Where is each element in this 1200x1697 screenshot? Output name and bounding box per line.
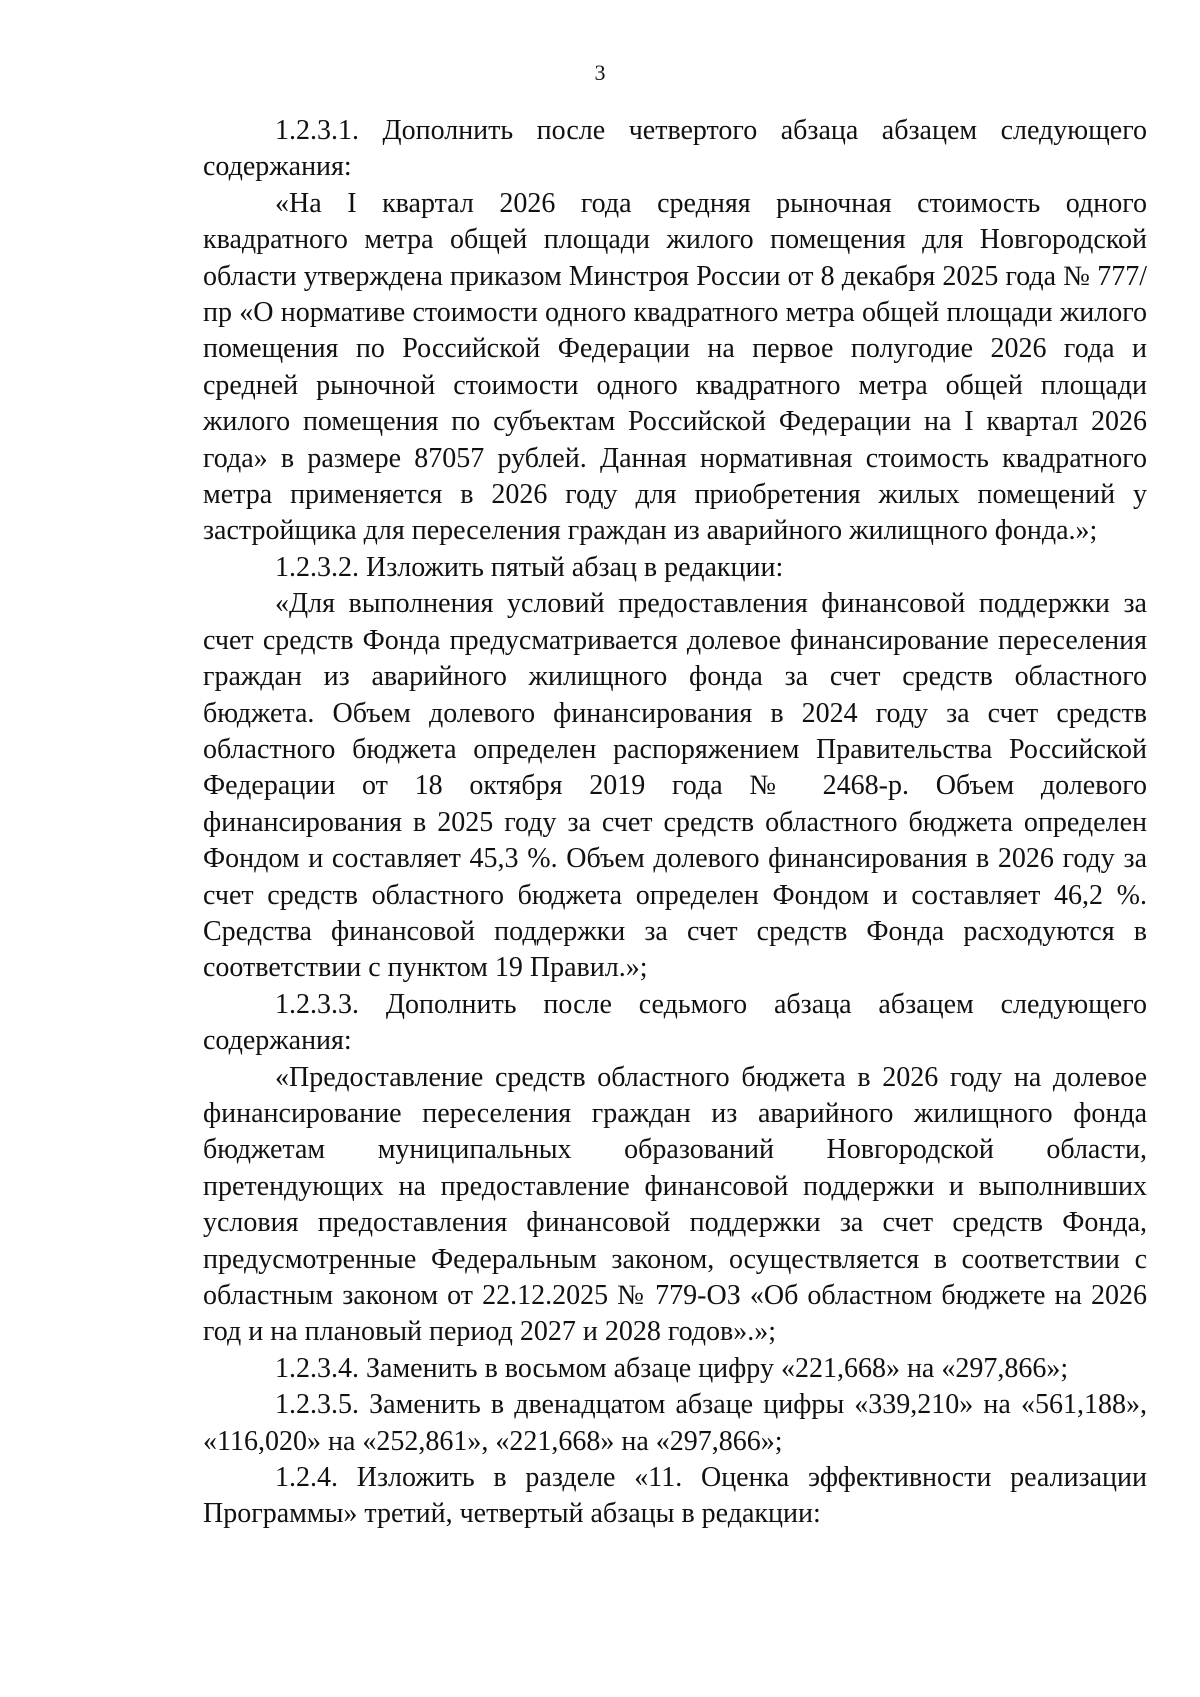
paragraph-1-2-4: 1.2.4. Изложить в разделе «11. Оценка эффективности реализации Программы» третий, четвертый абзацы в редакции:	[203, 1462, 1147, 1530]
paragraph-1-2-3-3: 1.2.3.3. Дополнить после седьмого абзаца абзацем следующего содержания:	[203, 988, 1147, 1057]
paragraph-1-2-3-4: 1.2.3.4. Заменить в восьмом абзаце цифру «221,668» на «297,866»;	[275, 1352, 1069, 1384]
document-body	[203, 113, 1147, 1533]
paragraph-1-2-3-2: 1.2.3.2. Изложить пятый абзац в редакции:	[275, 551, 784, 583]
paragraph-1-2-3-1: 1.2.3.1. Дополнить после четвертого абзаца абзацем следующего содержания:	[203, 115, 1147, 183]
paragraph-1-2-3-3-quote: «Предоставление средств областного бюджета в 2026 году на долевое финансирование переселения граждан из аварийного жилищного фонда бюджетам муниципальных образований Новгородской области, претендующих на предоставление финансовой поддержки и выполнивших условия предоставления финансовой поддержки за счет средств Фонда, предусмотренные Федеральным законом, осуществляется в соответствии с областным законом от 22.12.2025 № 779-ОЗ «Об областном бюджете на 2026 год и на плановый период 2027 и 2028 годов».»;	[203, 1061, 1147, 1348]
paragraph-1-2-3-5: 1.2.3.5. Заменить в двенадцатом абзаце цифры «339,210» на «561,188», «116,020» на «252,861», «221,668» на «297,866»;	[203, 1389, 1147, 1457]
paragraph-1-2-3-1-quote: «На I квартал 2026 года средняя рыночная стоимость одного квадратного метра общей площади жилого помещения для Новгородской области утверждена приказом Минстроя России от 8 декабря 2025 года № 777/пр «О нормативе стоимости одного квадратного метра общей площади жилого помещения по Российской Федерации на первое полугодие 2026 года и средней рыночной стоимости одного квадратного метра общей площади жилого помещения по субъектам Российской Федерации на I квартал 2026 года» в размере 87057 рублей. Данная нормативная стоимость квадратного метра применяется в 2026 году для приобретения жилых помещений у застройщика для переселения граждан из аварийного жилищного фонда.»;	[203, 187, 1147, 547]
page-number: 3	[594, 60, 606, 85]
paragraph-1-2-3-2-quote: «Для выполнения условий предоставления финансовой поддержки за счет средств Фонда предусматривается долевое финансирование переселения граждан из аварийного жилищного фонда за счет средств областного бюджета. Объем долевого финансирования в 2024 году за счет средств областного бюджета определен распоряжением Правительства Российской Федерации от 18 октября 2019 года № 2468-р. Объем долевого финансирования в 2025 году за счет средств областного бюджета определен Фондом и составляет 45,3 %. Объем долевого финансирования в 2026 году за счет средств областного бюджета определен Фондом и составляет 46,2 %. Средства финансовой поддержки за счет средств Фонда расходуются в соответствии с пунктом 19 Правил.»;	[203, 588, 1147, 984]
